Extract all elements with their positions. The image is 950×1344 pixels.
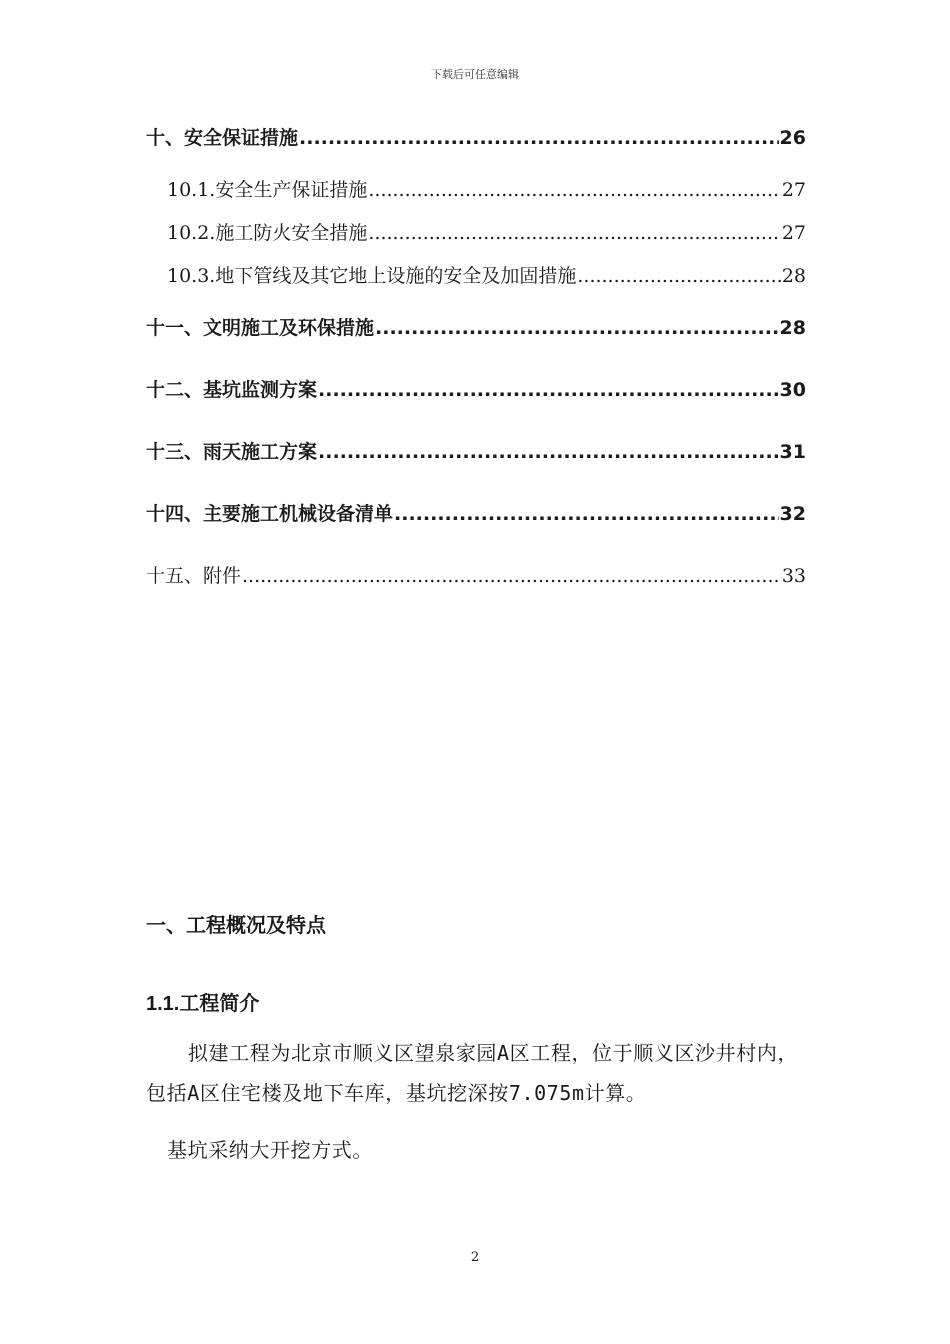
toc-leader-dots bbox=[368, 178, 780, 202]
toc-entry-title: 十、安全保证措施 bbox=[146, 127, 299, 149]
toc-entry-page: 30 bbox=[779, 379, 806, 401]
toc-leader-dots bbox=[318, 378, 779, 402]
toc-leader-dots bbox=[242, 564, 781, 588]
toc-entry-page: 28 bbox=[779, 317, 806, 339]
toc-entry-page: 33 bbox=[781, 565, 806, 587]
toc-leader-dots bbox=[299, 126, 779, 150]
toc-entry[interactable] bbox=[146, 378, 806, 402]
body-paragraph: 拟建工程为北京市顺义区望泉家园A区工程，位于顺义区沙井村内，包括A区住宅楼及地下车库，基坑挖深按7.075m计算。 bbox=[146, 1041, 799, 1105]
toc-entry[interactable] bbox=[167, 264, 806, 288]
toc-leader-dots bbox=[368, 221, 780, 245]
toc-entry-title: 十三、雨天施工方案 bbox=[146, 441, 318, 463]
toc-entry-title: 10.2.施工防火安全措施 bbox=[167, 222, 368, 244]
toc-entry-title: 10.3.地下管线及其它地上设施的安全及加固措施 bbox=[167, 265, 577, 287]
toc-entry[interactable] bbox=[146, 502, 806, 526]
toc-leader-dots bbox=[375, 316, 779, 340]
toc-entry-page: 27 bbox=[781, 222, 806, 244]
toc-leader-dots bbox=[577, 264, 780, 288]
page-number: 2 bbox=[470, 1250, 480, 1265]
subsection-heading: 1.1.工程简介 bbox=[146, 993, 260, 1015]
toc-entry[interactable] bbox=[146, 316, 806, 340]
toc-entry-title: 十二、基坑监测方案 bbox=[146, 379, 318, 401]
toc-entry-page: 32 bbox=[779, 503, 806, 525]
section-heading: 一、工程概况及特点 bbox=[146, 913, 326, 937]
toc-entry-page: 28 bbox=[781, 265, 806, 287]
toc-entry[interactable] bbox=[167, 178, 806, 202]
toc-leader-dots bbox=[394, 502, 779, 526]
page-header: 下载后可任意编辑 bbox=[431, 68, 519, 81]
toc-entry-page: 26 bbox=[779, 127, 806, 149]
toc-entry-title: 十一、文明施工及环保措施 bbox=[146, 317, 375, 339]
toc-entry-page: 31 bbox=[779, 441, 806, 463]
body-paragraph: 基坑采纳大开挖方式。 bbox=[167, 1138, 373, 1162]
toc-entry-title: 10.1.安全生产保证措施 bbox=[167, 179, 368, 201]
toc-entry[interactable] bbox=[146, 126, 806, 150]
toc-entry[interactable] bbox=[146, 564, 806, 588]
toc-leader-dots bbox=[318, 440, 779, 464]
toc-entry[interactable] bbox=[146, 440, 806, 464]
toc-entry[interactable] bbox=[167, 221, 806, 245]
toc-entry-title: 十四、主要施工机械设备清单 bbox=[146, 503, 394, 525]
toc-entry-title: 十五、附件 bbox=[146, 565, 242, 587]
toc-entry-page: 27 bbox=[781, 179, 806, 201]
